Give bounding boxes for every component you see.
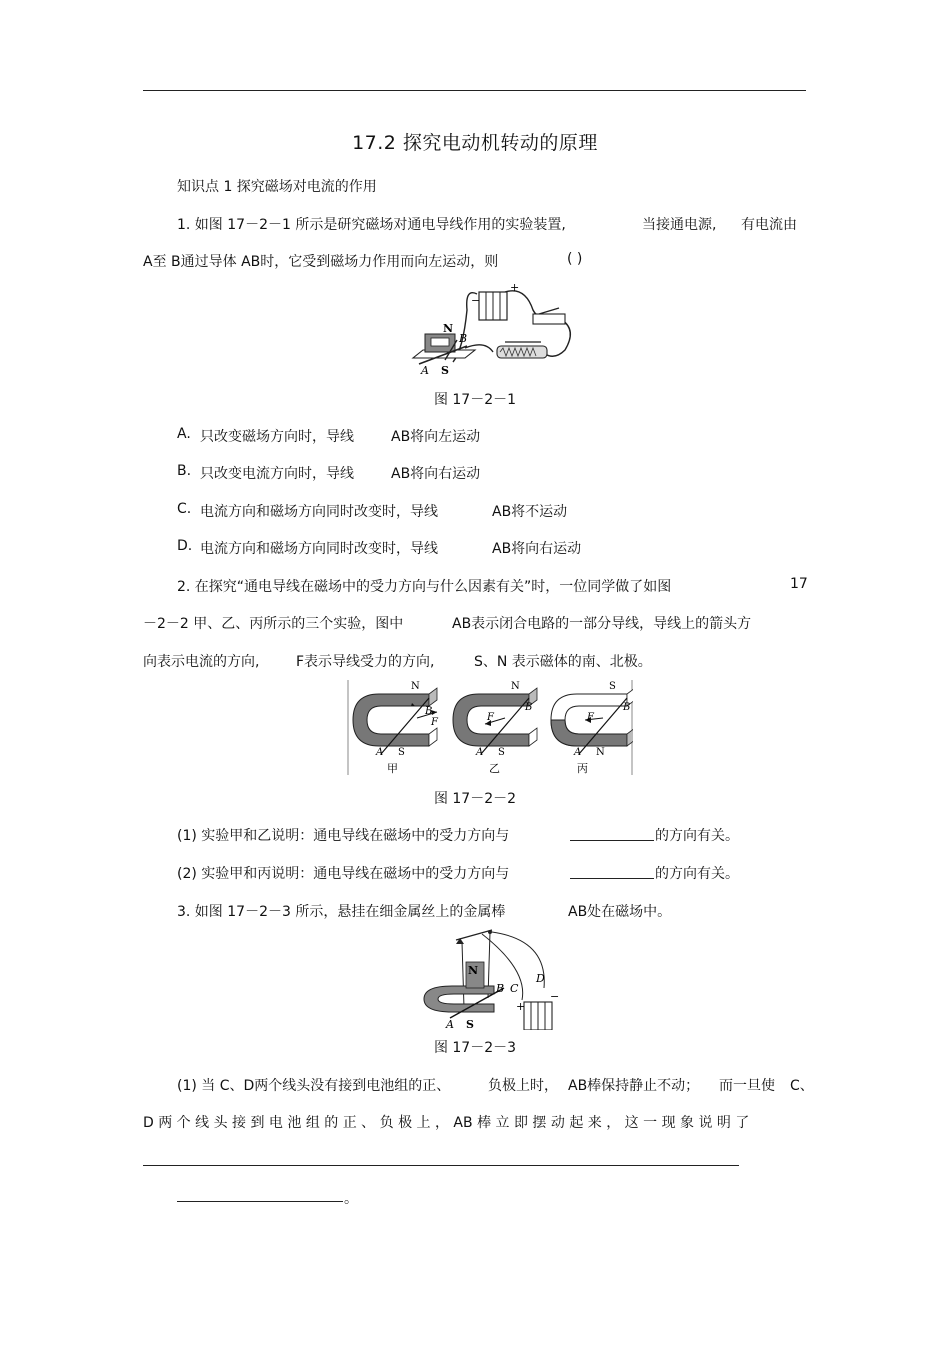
q1-option-b-text: 只改变电流方向时，导线 (200, 466, 354, 482)
panel-yi-label: 乙 (489, 762, 500, 775)
q1-option-c-text: 电流方向和磁场方向同时改变时，导线 (200, 504, 438, 520)
panel-jia-f: F (431, 717, 438, 728)
panel-bing-f: F (587, 712, 594, 723)
q2-line3-b: F表示导线受力的方向, (296, 654, 435, 670)
figure-17-2-3 (420, 926, 560, 1030)
q3-sub1-a: (1) 当 C、D两个线头没有接到电池组的正、 (177, 1078, 451, 1094)
figure-17-2-1-caption: 图 17－2－1 (433, 392, 517, 408)
q1-option-c-letter: C. (177, 501, 192, 517)
q1-option-d-letter: D. (177, 538, 193, 554)
q1-option-a-letter: A. (177, 426, 191, 442)
q3-fig-a: A (446, 1018, 454, 1030)
q3-sub1-c: AB棒保持静止不动； (568, 1078, 700, 1094)
panel-yi-bottom: S (498, 747, 505, 758)
figure-17-2-2 (347, 680, 633, 775)
q3-line2: D 两 个 线 头 接 到 电 池 组 的 正 、 负 极 上 ， AB 棒 立 即 摆 动 起 来 ， 这 一 现 象 说 明 了 (143, 1115, 750, 1131)
panel-bing-b: B (623, 702, 631, 713)
q1-line2: A至 B通过导体 AB时，它受到磁场力作用而向左运动，则 (143, 254, 499, 270)
panel-bing-a: A (574, 747, 582, 758)
panel-bing-bottom: N (596, 747, 605, 758)
q3-line1-a: 3. 如图 17－2－3 所示，悬挂在细金属丝上的金属棒 (177, 904, 506, 920)
q3-fig-plus: + (516, 1000, 526, 1013)
q1-option-a-ab: AB将向左运动 (391, 429, 481, 445)
q3-fig-b: B (496, 982, 505, 995)
q3-fig-n: N (468, 964, 479, 977)
panel-jia-top: N (411, 681, 420, 692)
q1-option-b-ab: AB将向右运动 (391, 466, 481, 482)
panel-yi-top: N (511, 681, 520, 692)
q1-option-d-ab: AB将向右运动 (492, 541, 582, 557)
q1-fig-minus: − (471, 294, 481, 307)
q2-sub2-answer-blank[interactable] (570, 864, 654, 879)
panel-yi-b: B (525, 702, 533, 713)
q3-end-period: 。 (344, 1191, 358, 1207)
q3-fig-c: C (510, 982, 519, 995)
q1-line1-a: 1. 如图 17－2－1 所示是研究磁场对通电导线作用的实验装置, (177, 217, 566, 233)
panel-jia-a: A (376, 747, 384, 758)
q3-fig-minus: − (550, 990, 560, 1003)
q2-line3-c: S、N 表示磁体的南、北极。 (474, 654, 652, 670)
panel-yi-a: A (476, 747, 484, 758)
q2-line1-end: 17 (790, 576, 808, 592)
panel-bing-top: S (609, 681, 616, 692)
q1-line1-c: 有电流由 (741, 217, 797, 233)
page-title: 17.2 探究电动机转动的原理 (352, 132, 598, 154)
q3-answer-blank-line2[interactable] (177, 1187, 343, 1202)
q3-line1-b: AB处在磁场中。 (568, 904, 672, 920)
figure-17-2-1 (405, 280, 580, 380)
q1-fig-a: A (421, 364, 429, 377)
top-rule (143, 90, 806, 91)
q2-line2-b: AB表示闭合电路的一部分导线，导线上的箭头方 (452, 616, 752, 632)
q2-sub1-b: 的方向有关。 (655, 828, 739, 844)
panel-yi (453, 681, 537, 775)
panel-jia-label: 甲 (387, 762, 398, 775)
q1-fig-s: S (441, 364, 449, 377)
q1-option-c-ab: AB将不运动 (492, 504, 568, 520)
q1-option-d-text: 电流方向和磁场方向同时改变时，导线 (200, 541, 438, 557)
q1-option-a-text: 只改变磁场方向时，导线 (200, 429, 354, 445)
panel-bing (551, 681, 633, 775)
q2-line3-a: 向表示电流的方向, (143, 654, 260, 670)
q1-fig-plus: + (510, 281, 520, 294)
q2-sub1-a: (1) 实验甲和乙说明：通电导线在磁场中的受力方向与 (177, 828, 510, 844)
section-heading: 知识点 1 探究磁场对电流的作用 (177, 179, 377, 195)
figure-17-2-2-caption: 图 17－2－2 (433, 791, 517, 807)
q3-fig-s: S (466, 1018, 474, 1030)
q3-sub1-b: 负极上时， (488, 1078, 558, 1094)
panel-jia (353, 681, 439, 775)
q1-fig-b: B (459, 332, 468, 345)
q2-sub2-a: (2) 实验甲和丙说明：通电导线在磁场中的受力方向与 (177, 866, 510, 882)
q2-sub2-b: 的方向有关。 (655, 866, 739, 882)
q3-answer-blank-line1[interactable] (143, 1151, 739, 1166)
q2-line1: 2. 在探究“通电导线在磁场中的受力方向与什么因素有关”时，一位同学做了如图 (177, 579, 672, 595)
panel-jia-bottom: S (398, 747, 405, 758)
q1-option-b-letter: B. (177, 463, 192, 479)
panel-jia-b: B (425, 706, 433, 717)
q3-sub1-e: C、 (790, 1078, 814, 1094)
q3-sub1-d: 而一旦使 (719, 1078, 775, 1094)
q2-line2-a: －2－2 甲、乙、丙所示的三个实验，图中 (143, 616, 404, 632)
figure-17-2-3-caption: 图 17－2－3 (433, 1040, 517, 1056)
panel-bing-label: 丙 (577, 762, 588, 775)
q1-fig-n: N (443, 322, 454, 335)
q3-fig-d: D (536, 972, 545, 985)
q1-answer-paren: ( ) (567, 251, 583, 267)
panel-yi-f: F (487, 712, 494, 723)
q2-sub1-answer-blank[interactable] (570, 826, 654, 841)
q1-line1-b: 当接通电源, (642, 217, 717, 233)
